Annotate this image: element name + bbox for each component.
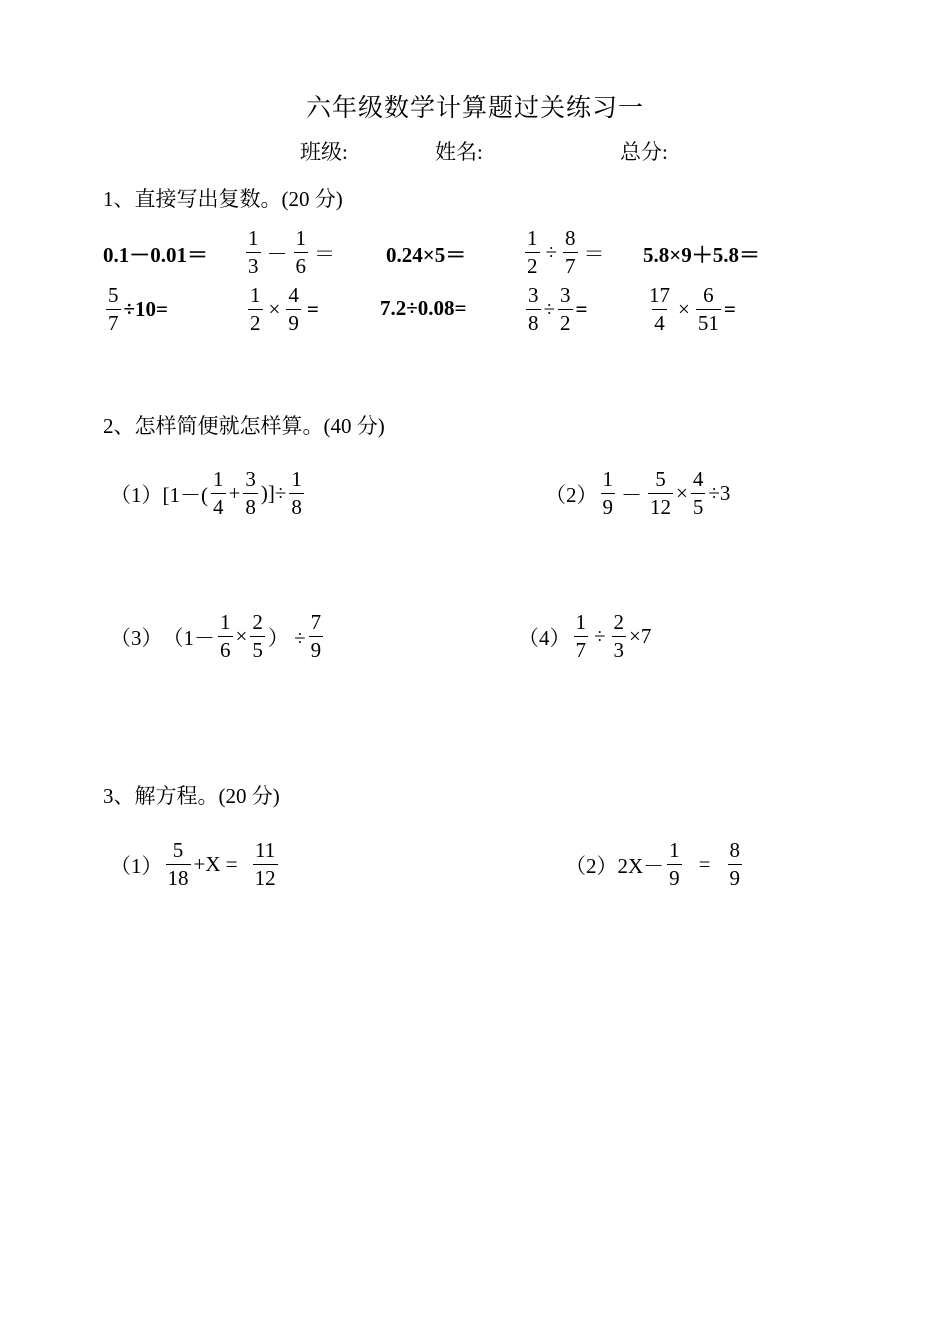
page-title: 六年级数学计算题过关练习一 [305, 93, 644, 122]
s1-q1: 0.1－0.01＝ [103, 243, 208, 267]
s1-q8: 7.2÷0.08= [380, 296, 467, 320]
s1-q7: $\frac{1}{2}$ × $\frac{4}{9}$ = [250, 283, 319, 335]
s1-q2: $\frac{1}{3}$ － $\frac{1}{6}$ ＝ [248, 226, 335, 278]
class-label: 班级: [300, 140, 348, 164]
s2-p1: （1） [1－( $\frac{1}{4}$ + $\frac{3}{8}$ )]÷ $\frac{1}{8}$ [110, 467, 302, 519]
section1-heading: 1、直接写出复数。(20 分) [103, 187, 343, 211]
s2-p4: （4） $\frac{1}{7}$ ÷ $\frac{2}{3}$ ×7 [518, 610, 652, 662]
s3-e1: （1） $\frac{5}{18}$ +X = $\frac{11}{12}$ [110, 838, 276, 890]
s1-q9: $\frac{3}{8}$ ÷ $\frac{3}{2}$ = [528, 283, 588, 335]
score-label: 总分: [620, 140, 668, 164]
s1-q4: $\frac{1}{2}$ ÷ $\frac{8}{7}$ ＝ [527, 226, 605, 278]
section3-heading: 3、解方程。(20 分) [103, 784, 280, 808]
s2-p2: （2） $\frac{1}{9}$ － $\frac{5}{12}$ × $\frac{4}{5}$ ÷3 [545, 467, 731, 519]
s2-p3: （3） （1－ $\frac{1}{6}$ × $\frac{2}{5}$ ） ÷ $\frac{7}{9}$ [110, 610, 322, 662]
name-label: 姓名: [435, 140, 483, 164]
s1-q5: 5.8×9＋5.8＝ [643, 243, 760, 267]
s3-e2: （2） 2X－ $\frac{1}{9}$ = $\frac{8}{9}$ [565, 838, 741, 890]
s1-q6: $\frac{5}{7}$ ÷10= [108, 283, 168, 335]
s1-q10: $\frac{17}{4}$ × $\frac{6}{51}$ = [649, 283, 736, 335]
s1-q3: 0.24×5＝ [386, 243, 467, 267]
section2-heading: 2、怎样简便就怎样算。(40 分) [103, 414, 385, 438]
